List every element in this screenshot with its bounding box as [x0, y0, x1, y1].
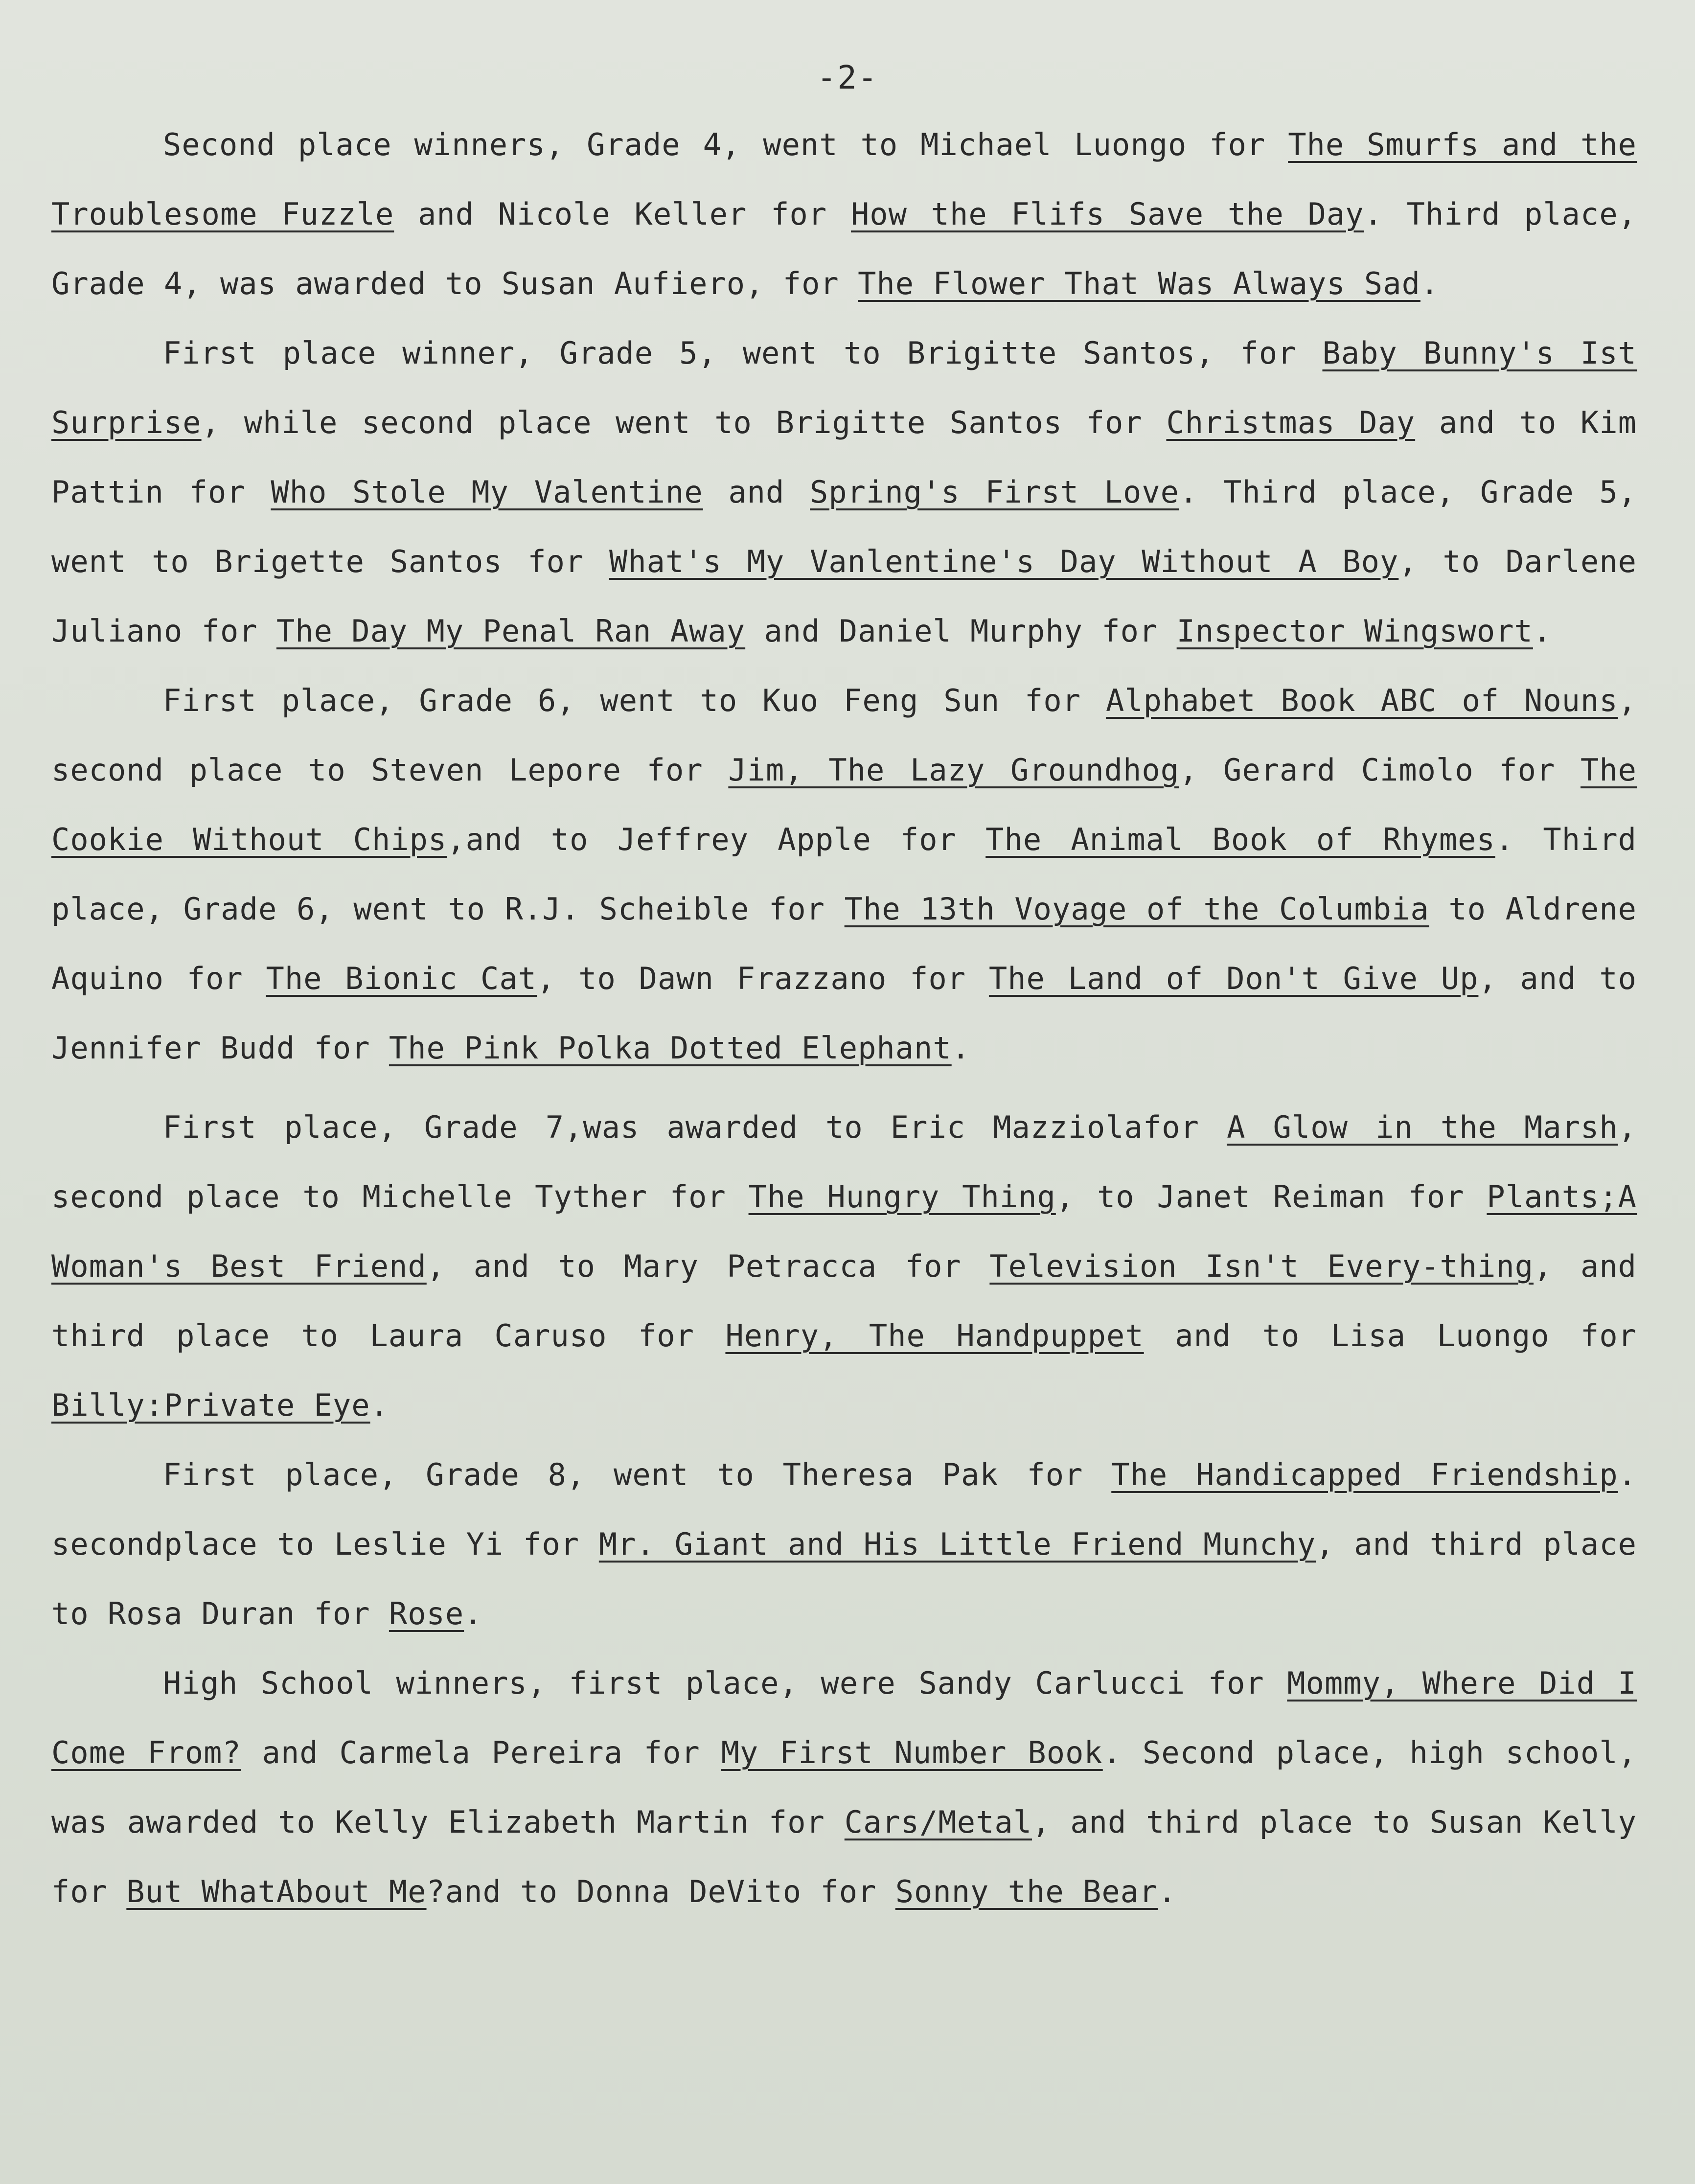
- text-run: , and third place to Laura Caruso for: [51, 1248, 1637, 1354]
- text-run: and Nicole Keller for: [394, 196, 851, 232]
- text-run: High School winners, first place, were Sandy Carlucci for: [163, 1665, 1287, 1701]
- text-run: , and third place to Susan Kelly for: [51, 1804, 1637, 1909]
- text-run: First place winner, Grade 5, went to Brigitte Santos, for: [163, 335, 1323, 371]
- text-run: , and third place to Rosa Duran for: [51, 1526, 1637, 1632]
- book-title: Sonny the Bear: [895, 1874, 1158, 1909]
- book-title: A Glow in the Marsh: [1227, 1109, 1618, 1145]
- text-run: .: [1533, 613, 1552, 649]
- book-title: Baby Bunny's Ist Surprise: [51, 335, 1637, 440]
- paragraph: [51, 1440, 1637, 1649]
- text-run: . Third place, Grade 4, was awarded to Susan Aufiero, for: [51, 196, 1637, 301]
- paragraph: [51, 1093, 1637, 1440]
- page-number: -2-: [817, 59, 878, 96]
- text-run: and to Kim Pattin for: [51, 405, 1637, 510]
- book-title: Spring's First Love: [810, 474, 1179, 510]
- book-title: Henry, The Handpuppet: [725, 1318, 1144, 1354]
- text-run: and Carmela Pereira for: [241, 1735, 721, 1770]
- book-title: The Land of Don't Give Up: [988, 961, 1479, 996]
- book-title: Rose: [389, 1596, 464, 1632]
- text-run: to Aldrene Aquino for: [51, 891, 1637, 996]
- text-run: , and to Mary Petracca for: [426, 1248, 990, 1284]
- book-title: Cars/Metal: [844, 1804, 1032, 1840]
- paragraph: [51, 110, 1637, 319]
- text-run: Second place winners, Grade 4, went to Michael Luongo for: [163, 127, 1288, 162]
- book-title: Billy:Private Eye: [51, 1387, 370, 1423]
- book-title: The Handicapped Friendship: [1111, 1457, 1618, 1493]
- book-title: Plants;A Woman's Best Friend: [51, 1179, 1637, 1284]
- text-run: ,and to Jeffrey Apple for: [447, 822, 986, 857]
- book-title: The Hungry Thing: [748, 1179, 1056, 1215]
- book-title: How the Flifs Save the Day: [850, 196, 1364, 232]
- paragraph: [51, 1649, 1637, 1927]
- text-run: , second place to Michelle Tyther for: [51, 1109, 1637, 1215]
- text-run: , while second place went to Brigitte Santos for: [201, 405, 1167, 440]
- book-title: My First Number Book: [721, 1735, 1103, 1770]
- text-run: and: [703, 474, 810, 510]
- text-run: .: [464, 1596, 483, 1632]
- text-run: , Gerard Cimolo for: [1179, 752, 1581, 788]
- book-title: Christmas Day: [1166, 405, 1416, 440]
- book-title: Alphabet Book ABC of Nouns: [1105, 683, 1618, 718]
- text-run: , to Dawn Frazzano for: [537, 961, 989, 996]
- text-run: .: [370, 1387, 389, 1423]
- book-title: The Pink Polka Dotted Elephant: [389, 1030, 952, 1066]
- paragraph: [51, 666, 1637, 1083]
- text-run: . Third place, Grade 5, went to Brigette Santos for: [51, 474, 1637, 579]
- text-run: , second place to Steven Lepore for: [51, 683, 1637, 788]
- paragraph: [51, 319, 1637, 666]
- text-run: . secondplace to Leslie Yi for: [51, 1457, 1637, 1562]
- text-run: , to Darlene Juliano for: [51, 544, 1637, 649]
- document-body: [51, 110, 1637, 1927]
- text-run: , and to Jennifer Budd for: [51, 961, 1637, 1066]
- book-title: The Smurfs and the Troublesome Fuzzle: [51, 127, 1637, 232]
- text-run: .: [1420, 266, 1440, 301]
- book-title: What's My Vanlentine's Day Without A Boy: [609, 544, 1399, 579]
- text-run: , to Janet Reiman for: [1055, 1179, 1487, 1215]
- book-title: The 13th Voyage of the Columbia: [844, 891, 1429, 927]
- text-run: .: [951, 1030, 971, 1066]
- book-title: The Day My Penal Ran Away: [276, 613, 746, 649]
- book-title: The Animal Book of Rhymes: [985, 822, 1495, 857]
- text-run: and Daniel Murphy for: [745, 613, 1177, 649]
- book-title: The Bionic Cat: [266, 961, 537, 996]
- book-title: Jim, The Lazy Groundhog: [728, 752, 1179, 788]
- book-title: Who Stole My Valentine: [271, 474, 703, 510]
- text-run: .: [1158, 1874, 1177, 1909]
- text-run: ?and to Donna DeVito for: [426, 1874, 895, 1909]
- book-title: The Cookie Without Chips: [51, 752, 1637, 857]
- book-title: Inspector Wingswort: [1176, 613, 1533, 649]
- book-title: Mr. Giant and His Little Friend Munchy: [598, 1526, 1316, 1562]
- text-run: . Third place, Grade 6, went to R.J. Scheible for: [51, 822, 1637, 927]
- book-title: The Flower That Was Always Sad: [858, 266, 1420, 301]
- text-run: First place, Grade 6, went to Kuo Feng Sun for: [163, 683, 1106, 718]
- text-run: . Second place, high school, was awarded to Kelly Elizabeth Martin for: [51, 1735, 1637, 1840]
- book-title: Mommy, Where Did I Come From?: [51, 1665, 1637, 1770]
- text-run: and to Lisa Luongo for: [1144, 1318, 1637, 1354]
- book-title: Television Isn't Every-thing: [989, 1248, 1534, 1284]
- text-run: First place, Grade 8, went to Theresa Pak for: [163, 1457, 1112, 1493]
- book-title: But WhatAbout Me: [126, 1874, 427, 1909]
- text-run: First place, Grade 7,was awarded to Eric Mazziolafor: [163, 1109, 1227, 1145]
